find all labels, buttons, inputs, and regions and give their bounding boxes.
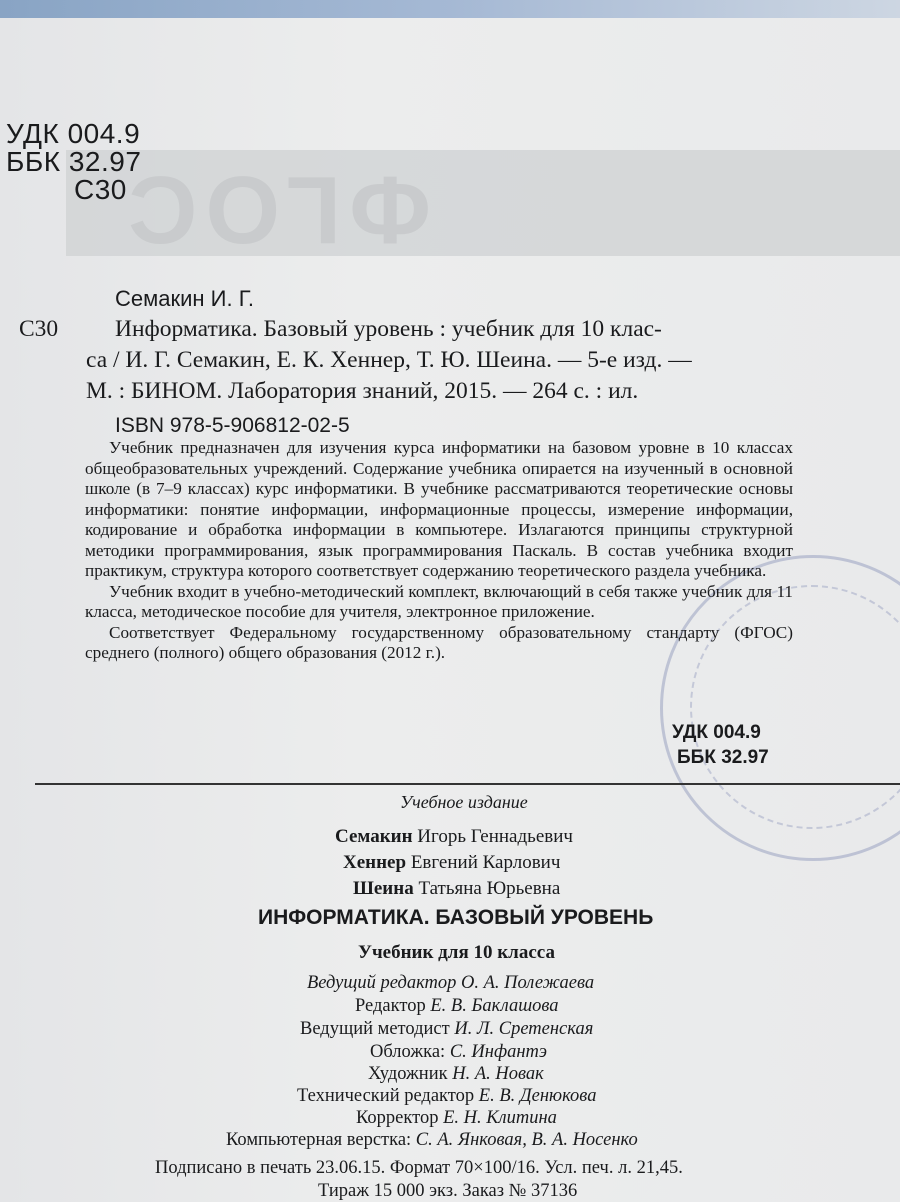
- author-surname: Хеннер: [343, 852, 407, 873]
- credit-role: Ведущий методист: [300, 1019, 450, 1039]
- udk-code-bottom: УДК 004.9: [672, 722, 761, 743]
- author-line: [343, 852, 560, 874]
- imprint-print-run: Тираж 15 000 экз. Заказ № 37136: [318, 1181, 578, 1201]
- bib-line-3: М. : БИНОМ. Лаборатория знаний, 2015. — 264 с. : ил.: [86, 378, 639, 404]
- author-surname: Шеина: [353, 878, 414, 899]
- credit-person: Е. Н. Клитина: [443, 1108, 557, 1128]
- author-given-names: Евгений Карлович: [410, 852, 561, 873]
- edition-type: Учебное издание: [400, 792, 528, 812]
- author-line: [335, 826, 573, 848]
- annotation: [85, 438, 793, 664]
- credit-person: И. Л. Сретенская: [454, 1019, 594, 1039]
- annotation-paragraph: Учебник предназначен для изучения курса информатики на базовом уровне в 10 классах общеобразовательных учреждений. Содержание учебника опирается на изученный в основной школе (в 7–9 классах) курс информатики. В учебнике рассматриваются теоретические основы информатики: понятие информации, информационные процессы, измерение информации, кодирование и обработка информации в компьютере. Излагаются принципы структурной методики программирования, язык программирования Паскаль. В состав учебника входит практикум, структура которого соответствует содержанию теоретического раздела учебника.: [85, 438, 793, 580]
- bib-line-2: са / И. Г. Семакин, Е. К. Хеннер, Т. Ю. Шеина. — 5-е изд. —: [86, 347, 692, 373]
- credit-role: Технический редактор: [297, 1086, 475, 1106]
- credit-person: Е. В. Денюкова: [478, 1086, 597, 1106]
- credit-person: С. Инфантэ: [449, 1042, 548, 1062]
- annotation-paragraph: Соответствует Федеральному государственному образовательному стандарту (ФГОС) среднего (полного) общего образования (2012 г.).: [85, 622, 793, 662]
- credit-line: [226, 1130, 638, 1151]
- author-mark-top: С30: [74, 174, 127, 205]
- bib-line-1: Информатика. Базовый уровень : учебник для 10 клас-: [115, 316, 662, 342]
- annotation-paragraph: Учебник входит в учебно-методический комплект, включающий в себя также учебник для 11 класса, методическое пособие для учителя, электронное приложение.: [85, 581, 793, 621]
- credit-role: Редактор: [355, 996, 426, 1016]
- book-title: ИНФОРМАТИКА. БАЗОВЫЙ УРОВЕНЬ: [258, 906, 654, 929]
- credit-person: Н. А. Новак: [452, 1064, 544, 1084]
- imprint-signed: Подписано в печать 23.06.15. Формат 70×100/16. Усл. печ. л. 21,45.: [155, 1158, 683, 1178]
- show-through-fgos-text: ФГОС: [120, 157, 432, 264]
- separator-line: [35, 783, 900, 785]
- bbk-code-top: ББК 32.97: [6, 146, 142, 177]
- credit-person: О. А. Полежаева: [460, 973, 595, 993]
- credit-line: [368, 1064, 544, 1085]
- credit-person: Е. В. Баклашова: [430, 996, 559, 1016]
- author-line: [353, 878, 560, 900]
- credit-line: [355, 996, 559, 1017]
- isbn: ISBN 978-5-906812-02-5: [115, 414, 350, 437]
- credit-line: [297, 1086, 596, 1107]
- author-given-names: Татьяна Юрьевна: [418, 878, 561, 899]
- credit-line: [356, 1108, 557, 1129]
- top-color-band: [0, 0, 900, 18]
- credit-line: [307, 973, 594, 994]
- author-mark-bib: С30: [19, 316, 59, 342]
- credit-role: Компьютерная верстка:: [226, 1130, 412, 1150]
- credit-line: [300, 1019, 593, 1040]
- bbk-code-bottom: ББК 32.97: [677, 747, 769, 768]
- udk-code-top: УДК 004.9: [6, 118, 141, 149]
- author-surname: Семакин: [335, 826, 413, 847]
- credit-line: [370, 1042, 547, 1063]
- bib-author: Семакин И. Г.: [115, 286, 255, 311]
- credit-role: Ведущий редактор: [307, 973, 457, 993]
- author-given-names: Игорь Геннадьевич: [417, 826, 573, 847]
- book-subtitle: Учебник для 10 класса: [358, 942, 555, 963]
- credit-role: Корректор: [356, 1108, 439, 1128]
- credit-person: С. А. Янковая, В. А. Носенко: [415, 1130, 638, 1150]
- credit-role: Художник: [368, 1064, 448, 1084]
- credit-role: Обложка:: [370, 1042, 446, 1062]
